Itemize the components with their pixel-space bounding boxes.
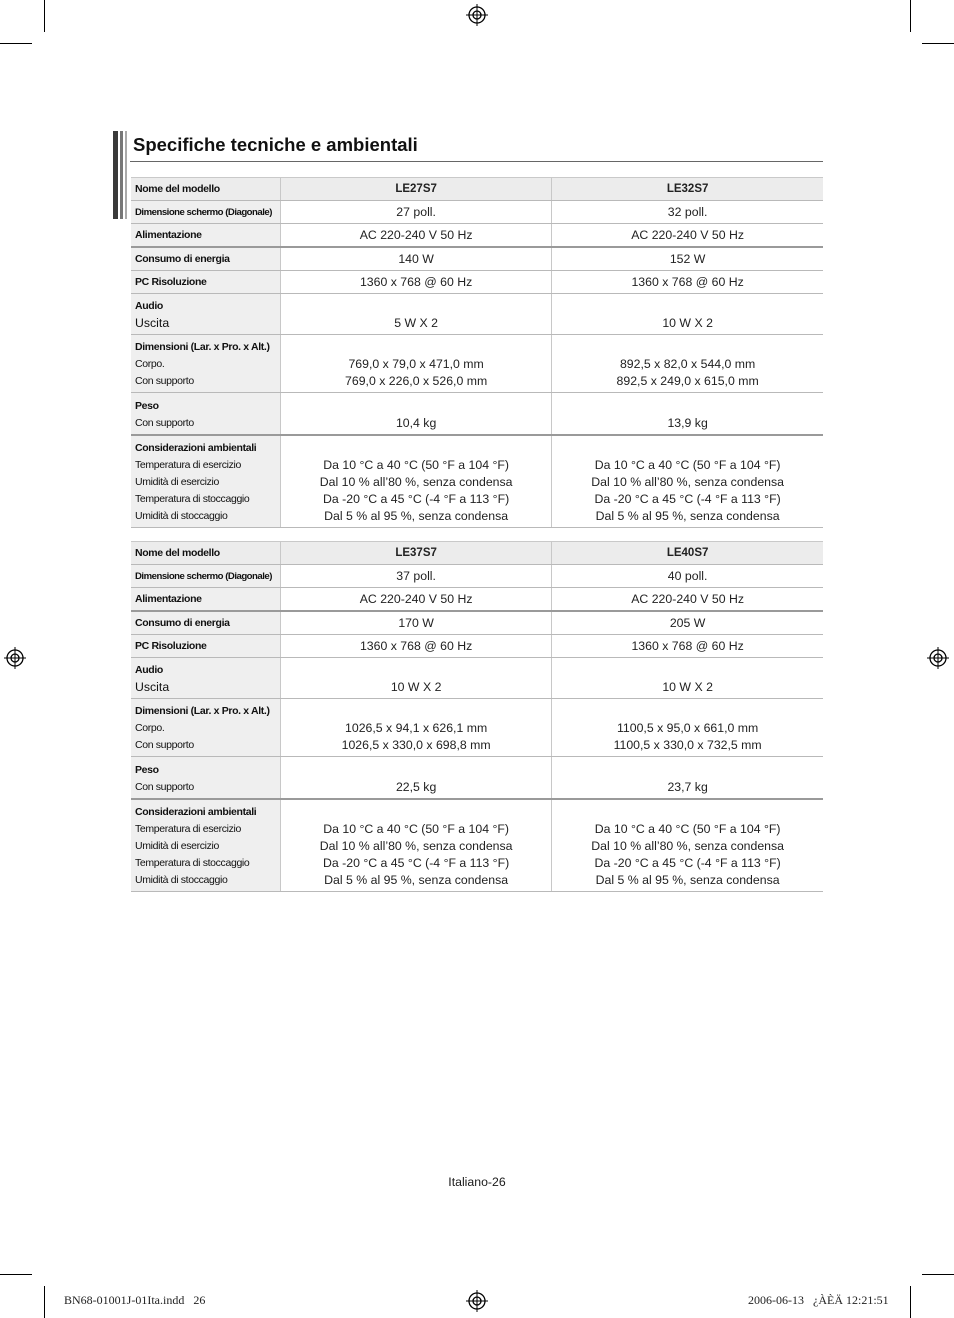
- cell-value: AC 220-240 V 50 Hz: [552, 224, 823, 248]
- cell-value: Da 10 °C a 40 °C (50 °F a 104 °F) Dal 10 % all’80 %, senza condensa Da -20 °C a 45 °C (-4 °F a 113 °F) Dal 5 % al 95 %, senza condensa: [552, 435, 823, 528]
- cell-value: 1360 x 768 @ 60 Hz: [552, 271, 823, 294]
- cell-value: 1360 x 768 @ 60 Hz: [281, 271, 552, 294]
- spec-table-1: [131, 177, 823, 528]
- row-label: Audio Uscita: [131, 658, 281, 699]
- cell-value: 152 W: [552, 247, 823, 271]
- heading-accent-bar: [113, 131, 118, 219]
- heading-accent-bar: [125, 131, 127, 219]
- table-row: [131, 565, 823, 588]
- registration-mark-icon: [927, 647, 949, 669]
- table-row: [131, 178, 823, 201]
- cell-value: 10 W X 2: [281, 658, 552, 699]
- cell-value: 40 poll.: [552, 565, 823, 588]
- row-label: Alimentazione: [131, 224, 281, 248]
- cell-value: 22,5 kg: [281, 757, 552, 800]
- row-label: Nome del modello: [131, 178, 281, 201]
- crop-mark: [922, 43, 954, 44]
- table-row: [131, 542, 823, 565]
- cell-value: Da 10 °C a 40 °C (50 °F a 104 °F) Dal 10 % all’80 %, senza condensa Da -20 °C a 45 °C (-4 °F a 113 °F) Dal 5 % al 95 %, senza condensa: [552, 799, 823, 892]
- page-number: Italiano-26: [448, 1175, 506, 1189]
- table-row: [131, 635, 823, 658]
- model-name: LE32S7: [552, 178, 823, 201]
- row-label: Peso Con supporto: [131, 393, 281, 436]
- crop-mark: [44, 1286, 45, 1318]
- row-label: Audio Uscita: [131, 294, 281, 335]
- cell-value: 1026,5 x 94,1 x 626,1 mm 1026,5 x 330,0 x 698,8 mm: [281, 699, 552, 757]
- timestamp: 2006-06-13 ¿ÀÈÄ 12:21:51: [748, 1293, 889, 1307]
- row-label: Considerazioni ambientali Temperatura di esercizio Umidità di esercizio Temperatura di stoccaggio Umidità di stoccaggio: [131, 799, 281, 892]
- cell-value: 10 W X 2: [552, 294, 823, 335]
- row-label: Consumo di energia: [131, 611, 281, 635]
- file-name: BN68-01001J-01Ita.indd 26: [64, 1293, 206, 1307]
- row-label: Nome del modello: [131, 542, 281, 565]
- table-row: [131, 699, 823, 757]
- cell-value: 170 W: [281, 611, 552, 635]
- cell-value: 1100,5 x 95,0 x 661,0 mm 1100,5 x 330,0 x 732,5 mm: [552, 699, 823, 757]
- registration-mark-icon: [466, 1290, 488, 1312]
- registration-mark-icon: [4, 647, 26, 669]
- row-label: PC Risoluzione: [131, 271, 281, 294]
- crop-mark: [0, 43, 32, 44]
- crop-mark: [0, 1274, 32, 1275]
- table-row: [131, 435, 823, 528]
- cell-value: 5 W X 2: [281, 294, 552, 335]
- cell-value: 27 poll.: [281, 201, 552, 224]
- cell-value: 10,4 kg: [281, 393, 552, 436]
- table-row: [131, 271, 823, 294]
- cell-value: 37 poll.: [281, 565, 552, 588]
- row-label: Dimensioni (Lar. x Pro. x Alt.) Corpo. Con supporto: [131, 699, 281, 757]
- crop-mark: [910, 1286, 911, 1318]
- cell-value: Da 10 °C a 40 °C (50 °F a 104 °F) Dal 10 % all’80 %, senza condensa Da -20 °C a 45 °C (-4 °F a 113 °F) Dal 5 % al 95 %, senza condensa: [281, 435, 552, 528]
- row-label: Consumo di energia: [131, 247, 281, 271]
- table-row: [131, 658, 823, 699]
- title-divider: [130, 161, 823, 162]
- crop-mark: [44, 0, 45, 32]
- cell-value: 205 W: [552, 611, 823, 635]
- cell-value: 10 W X 2: [552, 658, 823, 699]
- row-label: PC Risoluzione: [131, 635, 281, 658]
- cell-value: AC 220-240 V 50 Hz: [281, 588, 552, 612]
- spec-table-2: [131, 541, 823, 892]
- row-label: Peso Con supporto: [131, 757, 281, 800]
- table-row: [131, 294, 823, 335]
- table-row: [131, 224, 823, 248]
- table-row: [131, 757, 823, 800]
- row-label: Dimensione schermo (Diagonale): [131, 201, 281, 224]
- row-label: Dimensione schermo (Diagonale): [131, 565, 281, 588]
- cell-value: AC 220-240 V 50 Hz: [552, 588, 823, 612]
- row-label: Considerazioni ambientali Temperatura di esercizio Umidità di esercizio Temperatura di stoccaggio Umidità di stoccaggio: [131, 435, 281, 528]
- cell-value: 1360 x 768 @ 60 Hz: [552, 635, 823, 658]
- table-row: [131, 393, 823, 436]
- table-row: [131, 611, 823, 635]
- cell-value: 32 poll.: [552, 201, 823, 224]
- table-row: [131, 247, 823, 271]
- cell-value: AC 220-240 V 50 Hz: [281, 224, 552, 248]
- crop-mark: [922, 1274, 954, 1275]
- registration-mark-icon: [466, 4, 488, 26]
- table-row: [131, 335, 823, 393]
- heading-accent-bar: [120, 131, 123, 219]
- cell-value: 892,5 x 82,0 x 544,0 mm 892,5 x 249,0 x 615,0 mm: [552, 335, 823, 393]
- cell-value: 769,0 x 79,0 x 471,0 mm 769,0 x 226,0 x 526,0 mm: [281, 335, 552, 393]
- cell-value: 23,7 kg: [552, 757, 823, 800]
- cell-value: 140 W: [281, 247, 552, 271]
- row-label: Dimensioni (Lar. x Pro. x Alt.) Corpo. Con supporto: [131, 335, 281, 393]
- cell-value: 1360 x 768 @ 60 Hz: [281, 635, 552, 658]
- row-label: Alimentazione: [131, 588, 281, 612]
- model-name: LE37S7: [281, 542, 552, 565]
- page-title: Specifiche tecniche e ambientali: [133, 134, 418, 155]
- table-row: [131, 201, 823, 224]
- cell-value: 13,9 kg: [552, 393, 823, 436]
- model-name: LE40S7: [552, 542, 823, 565]
- table-row: [131, 799, 823, 892]
- crop-mark: [910, 0, 911, 32]
- cell-value: Da 10 °C a 40 °C (50 °F a 104 °F) Dal 10 % all’80 %, senza condensa Da -20 °C a 45 °C (-4 °F a 113 °F) Dal 5 % al 95 %, senza condensa: [281, 799, 552, 892]
- table-row: [131, 588, 823, 612]
- model-name: LE27S7: [281, 178, 552, 201]
